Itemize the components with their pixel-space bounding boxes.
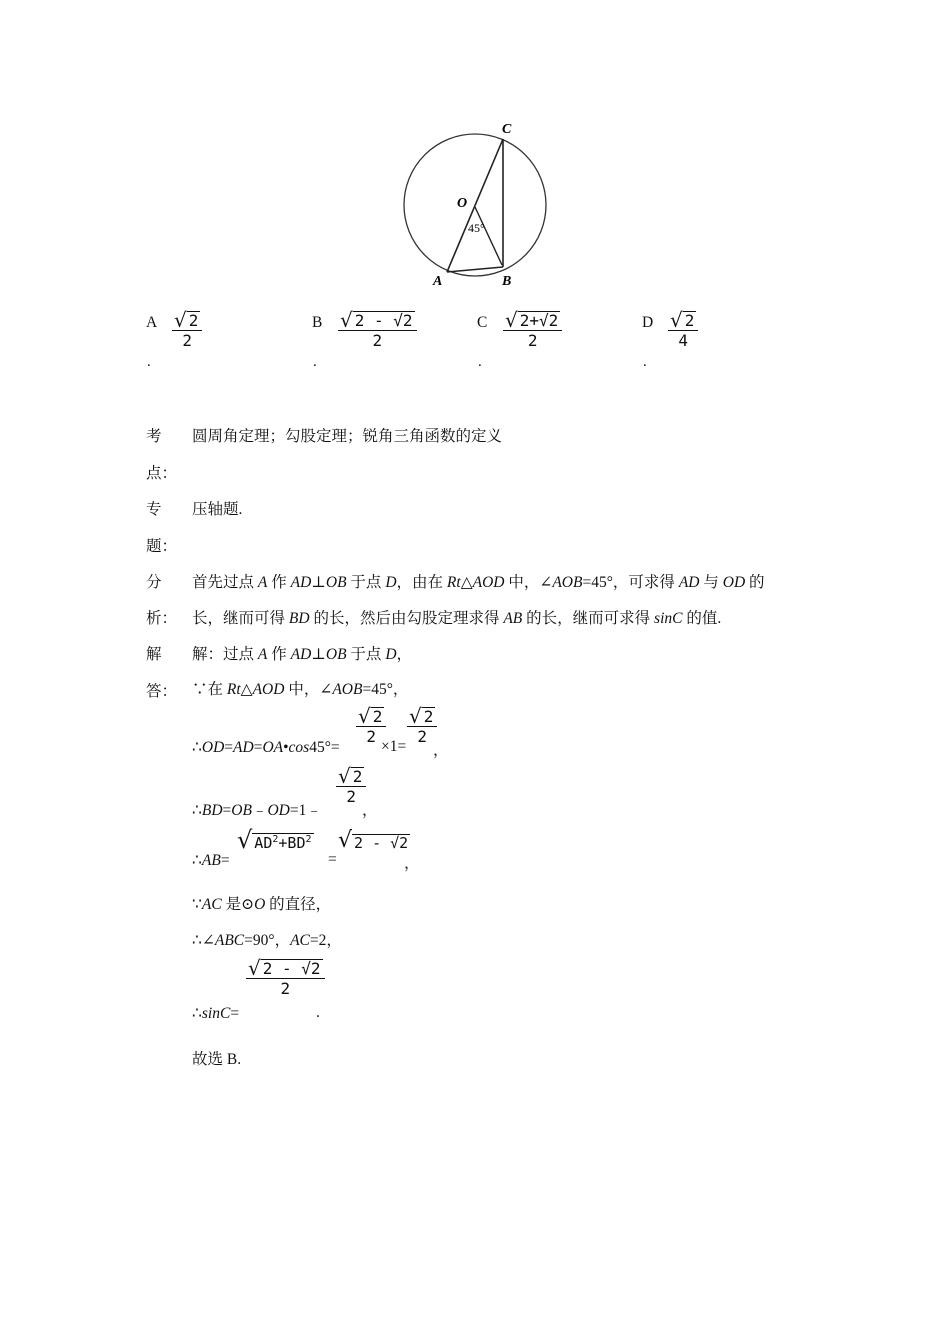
option-d-fraction: √ 2 4	[668, 310, 698, 350]
zhuanti-label-1: 专	[146, 501, 162, 518]
solution-answer: 故选 B.	[192, 1051, 242, 1068]
jieda-label-2: 答：	[146, 683, 178, 700]
option-c-letter[interactable]: C	[477, 314, 488, 331]
solution-line-4-text: ∴BD=OB﹣OD=1﹣	[192, 802, 322, 819]
option-b-letter[interactable]: B	[312, 314, 323, 331]
option-c-fraction: √ 2+√2 2	[503, 310, 562, 350]
solution-line-3-times: ×1=	[381, 738, 407, 755]
jieda-label-1: 解	[146, 646, 162, 663]
solution-line-4-comma: ，	[362, 802, 378, 819]
option-b-fraction: √ 2 - √2 2	[338, 310, 417, 350]
kaodian-text: 圆周角定理；勾股定理；锐角三角函数的定义	[192, 428, 503, 445]
label-c: C	[502, 122, 512, 137]
solution-line-1: 解：过点 A 作 AD⊥OB 于点 D，	[192, 646, 413, 663]
solution-line-8-period: .	[316, 1004, 320, 1021]
solution-line-5-comma: ，	[404, 855, 420, 872]
option-a-dot: .	[147, 354, 151, 370]
solution-line-5-sqrt-1: √ $AD^2+BD^2$	[237, 826, 312, 854]
solution-line-5-text: ∴AB=	[192, 852, 230, 869]
solution-line-3-frac-1: √ 2 2	[356, 706, 386, 746]
fenxi-label-1: 分	[146, 574, 162, 591]
label-a: A	[433, 274, 443, 289]
solution-line-2: ∵在 Rt△AOD 中，∠AOB=45°，	[192, 681, 409, 698]
analysis-line-1: 首先过点 A 作 AD⊥OB 于点 D，由在 Rt△AOD 中，∠AOB=45°，可求得 AD 与 OD 的	[192, 574, 765, 591]
chord-ab	[447, 267, 503, 272]
solution-line-7: ∴∠ABC=90°，AC=2，	[192, 932, 342, 949]
zhuanti-text: 压轴题.	[192, 501, 243, 518]
circle-figure	[390, 115, 560, 295]
label-angle: 45°	[468, 221, 485, 235]
label-o: O	[457, 196, 468, 211]
zhuanti-label-2: 题：	[146, 538, 178, 555]
fenxi-label-2: 析：	[146, 610, 178, 627]
solution-line-5-eq: =	[328, 851, 337, 868]
solution-line-8-frac: √ 2 - √2 2	[246, 958, 325, 998]
solution-line-3-comma: ，	[433, 742, 449, 759]
solution-line-3-frac-2: √ 2 2	[407, 706, 437, 746]
kaodian-label-1: 考	[146, 428, 162, 445]
label-b: B	[502, 274, 512, 289]
option-a-letter[interactable]: A	[146, 314, 158, 331]
option-d-dot: .	[643, 354, 647, 370]
analysis-line-2: 长，继而可得 BD 的长，然后由勾股定理求得 AB 的长，继而可求得 sinC 的值.	[192, 610, 722, 627]
option-a-fraction: √ 2 2	[172, 310, 202, 350]
solution-line-4-frac: √ 2 2	[336, 766, 366, 806]
segment-ob-visible	[475, 207, 502, 265]
solution-line-8-text: ∴sinC=	[192, 1005, 240, 1022]
solution-line-6: ∵AC 是⊙O 的直径，	[192, 896, 332, 913]
option-c-dot: .	[478, 354, 482, 370]
kaodian-label-2: 点：	[146, 465, 178, 482]
option-d-letter[interactable]: D	[642, 314, 654, 331]
option-b-dot: .	[313, 354, 317, 370]
solution-line-5-sqrt-2: √ 2 - √2	[338, 828, 409, 853]
solution-line-3-text: ∴OD=AD=OA•cos45°=	[192, 739, 340, 756]
